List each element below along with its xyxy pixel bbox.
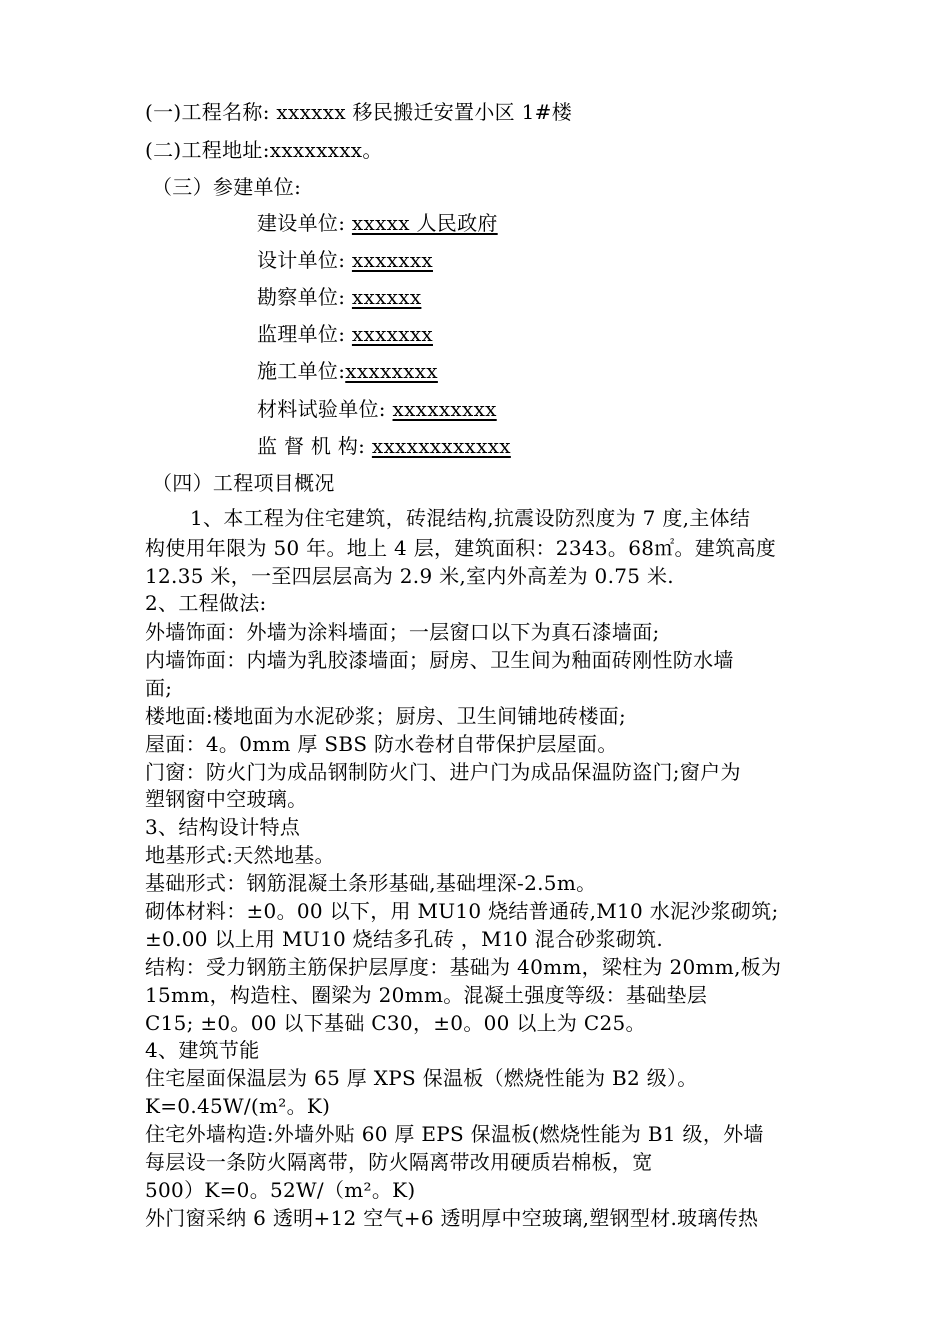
participant-value: xxxxxxxxx [392,397,497,421]
participant-value: xxxxxxxx [345,359,438,383]
body-line: 4、建筑节能 [145,1038,260,1062]
body-line: 外门窗采纳 6 透明+12 空气+6 透明厚中空玻璃,塑钢型材.玻璃传热 [145,1206,759,1230]
participant-label: 施工单位: [257,359,346,383]
participant-row-supervisor [257,319,433,349]
body-line: 面; [145,676,173,700]
body-line: 1、本工程为住宅建筑，砖混结构,抗震设防烈度为 7 度,主体结 [190,506,751,530]
body-line: 构使用年限为 50 年。地上 4 层，建筑面积：2343。68㎡。建筑高度 [145,536,777,560]
project-name-value: xxxxxx 移民搬迁安置小区 1#楼 [276,100,572,124]
body-line: 500）K=0。52W/（m²。K) [145,1178,416,1202]
participant-label: 勘察单位: [257,285,346,309]
body-line: 住宅外墙构造:外墙外贴 60 厚 EPS 保温板(燃烧性能为 B1 级，外墙 [145,1122,764,1146]
body-line: 门窗：防火门为成品钢制防火门、进户门为成品保温防盗门;窗户为 [145,760,741,784]
participant-row-owner [257,208,498,238]
participants-heading: （三）参建单位: [152,175,302,199]
body-line: ±0.00 以上用 MU10 烧结多孔砖 ，M10 混合砂浆砌筑. [145,927,664,951]
body-line: 外墙饰面：外墙为涂料墙面；一层窗口以下为真石漆墙面; [145,620,660,644]
overview-heading: （四）工程项目概况 [152,471,335,495]
participant-label: 材料试验单位: [257,397,386,421]
participant-value: xxxxxxxxxxxx [371,434,511,458]
project-name-label: (一)工程名称: [145,100,270,124]
body-line: 楼地面:楼地面为水泥砂浆；厨房、卫生间铺地砖楼面; [145,704,626,728]
participant-row-designer [257,245,433,275]
participant-row-contractor [257,356,438,386]
project-address-line [145,135,383,165]
body-line: C15; ±0。00 以下基础 C30，±0。00 以上为 C25。 [145,1011,646,1035]
participant-label: 建设单位: [257,211,346,235]
body-line: 15mm，构造柱、圈梁为 20mm。混凝土强度等级：基础垫层 [145,983,708,1007]
body-line: 砌体材料：±0。00 以下，用 MU10 烧结普通砖,M10 水泥沙浆砌筑; [145,899,779,923]
project-address-value: xxxxxxxx。 [269,138,383,162]
body-line: 地基形式:天然地基。 [145,843,335,867]
participant-value: xxxxxx [351,285,422,309]
project-name-line [145,97,572,127]
body-line: 住宅屋面保温层为 65 厚 XPS 保温板（燃烧性能为 B2 级）。 [145,1066,698,1090]
participant-value: xxxxxxx [351,248,433,272]
body-line: 内墙饰面：内墙为乳胶漆墙面；厨房、卫生间为釉面砖刚性防水墙 [145,648,734,672]
participant-value: xxxxx 人民政府 [351,211,498,235]
body-line: 塑钢窗中空玻璃。 [145,787,308,811]
participant-value: xxxxxxx [351,322,433,346]
body-line: 结构：受力钢筋主筋保护层厚度：基础为 40mm，梁柱为 20mm,板为 [145,955,782,979]
body-line: 基础形式：钢筋混凝土条形基础,基础埋深-2.5m。 [145,871,597,895]
body-line: 2、工程做法: [145,591,267,615]
participant-label: 设计单位: [257,248,346,272]
participant-row-surveyor [257,282,421,312]
project-address-label: (二)工程地址: [145,138,270,162]
participant-label: 监理单位: [257,322,346,346]
participant-row-supervision-agency [257,431,511,461]
participant-row-testing [257,394,497,424]
body-line: K=0.45W/(m²。K) [145,1094,331,1118]
body-line: 每层设一条防火隔离带，防火隔离带改用硬质岩棉板，宽 [145,1150,653,1174]
body-line: 12.35 米，一至四层层高为 2.9 米,室内外高差为 0.75 米. [145,564,674,588]
body-line: 屋面：4。0mm 厚 SBS 防水卷材自带保护层屋面。 [145,732,618,756]
participant-label: 监 督 机 构: [257,434,366,458]
body-line: 3、结构设计特点 [145,815,301,839]
